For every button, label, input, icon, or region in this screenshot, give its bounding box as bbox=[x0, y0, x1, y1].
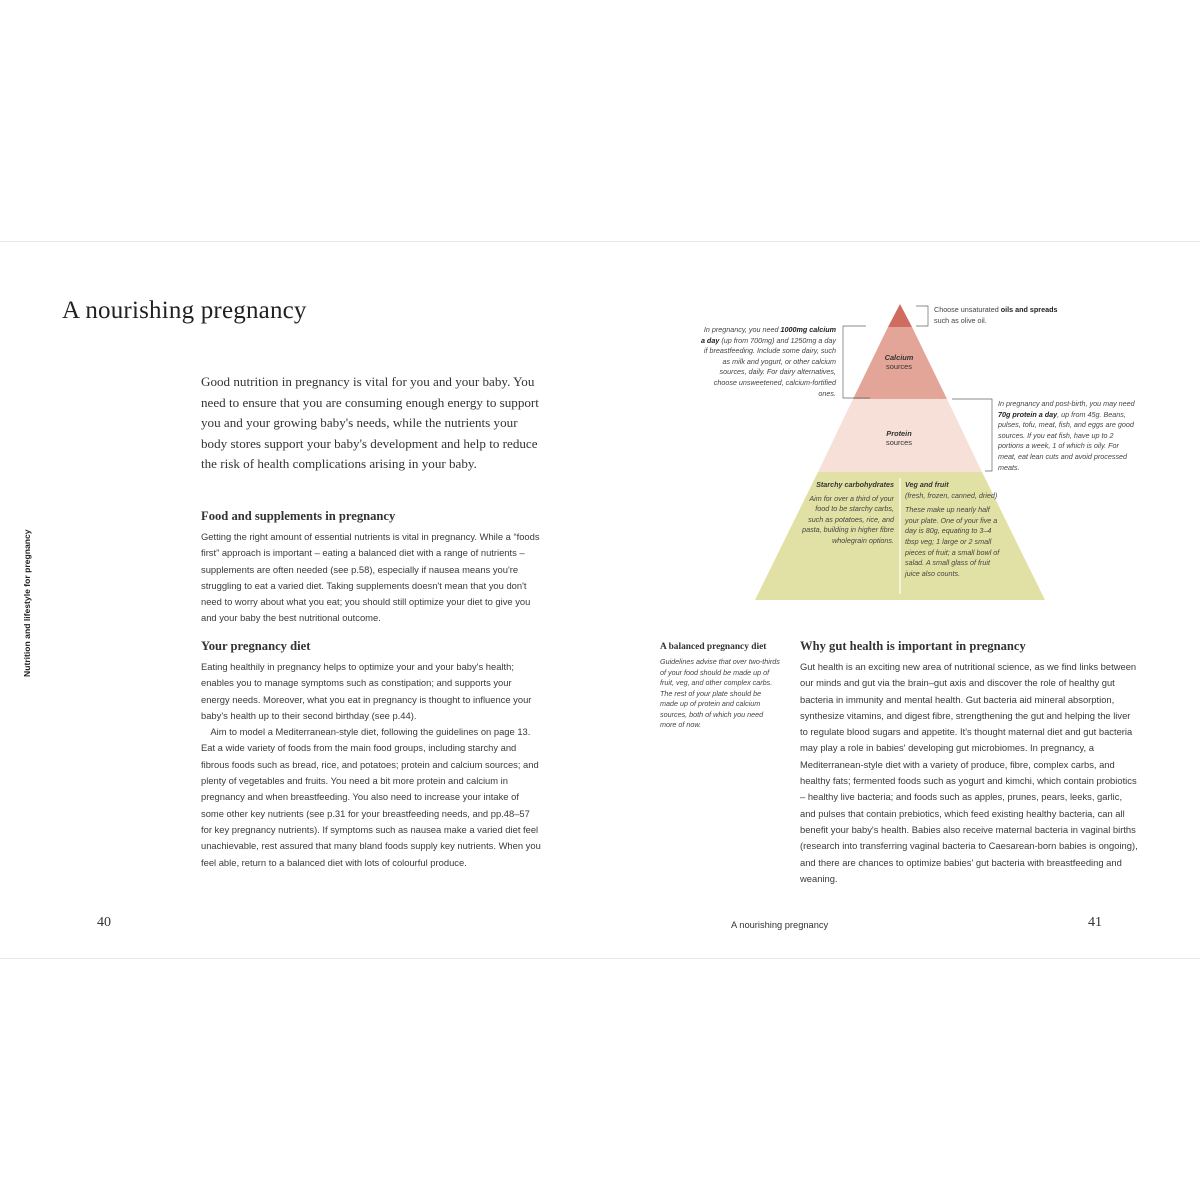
calcium-note-post: (up from 700mg) and 1250mg a day if breastfeeding. Include some dairy, such as milk and yogurt, or other calcium sources, daily. For dairy alternatives, choose unsweetened, calcium-fortified ones. bbox=[703, 335, 836, 398]
protein-note-post: , up from 45g. Beans, pulses, tofu, meat, fish, and eggs are good sources. If you eat fish, have up to 2 portions a week, 1 of which is oily. For meat, eat lean cuts and avoid processed meats. bbox=[998, 409, 1134, 472]
page-number-left: 40 bbox=[97, 915, 111, 930]
intro-paragraph: Good nutrition in pregnancy is vital for you and your baby. You need to ensure that you are consuming enough energy to support you and your growing baby's needs, while the nutrients your body stores support your baby's development and help to reduce the risk of health complications arising in your baby. bbox=[201, 374, 539, 472]
veg-fruit-title: Veg and fruit bbox=[905, 480, 949, 489]
oils-note-pre: Choose unsaturated bbox=[934, 305, 1001, 314]
leader-oils bbox=[916, 306, 928, 326]
starchy-carbs-desc: Aim for over a third of your food to be starchy carbs, such as potatoes, rice, and pasta, building in higher fibre wholegrain options. bbox=[802, 493, 894, 545]
protein-tier-sub: sources bbox=[886, 438, 912, 447]
page-number-right: 41 bbox=[1088, 915, 1102, 930]
veg-fruit-sub: (fresh, frozen, canned, dried) bbox=[905, 490, 998, 500]
starchy-carbs-label bbox=[800, 480, 894, 547]
protein-tier-label bbox=[869, 429, 929, 447]
calcium-tier-label bbox=[869, 353, 929, 371]
pregnancy-diet-para-2: Aim to model a Mediterranean-style diet, following the guidelines on page 13. Eat a wide variety of foods from the main food groups, including starchy and fibrous foods such as bread, rice, and potatoes; protein and calcium sources; and plenty of vegetables and fruits. You need a bit more protein and calcium in pregnancy and when breastfeeding. You also need to increase your intake of some other key nutrients (see p.31 for your breastfeeding needs, and pp.48–57 for key pregnancy nutrients). If symptoms such as nausea make a varied diet feel unachievable, rest assured that many bland foods supply key nutrients. When you feel able, return to a balanced diet with lots of colourful produce. bbox=[201, 726, 541, 868]
gut-health-heading: Why gut health is important in pregnancy bbox=[800, 639, 1026, 653]
gut-health-body bbox=[800, 659, 1140, 887]
oils-note bbox=[934, 305, 1074, 326]
starchy-carbs-title: Starchy carbohydrates bbox=[816, 480, 894, 489]
protein-note bbox=[998, 399, 1138, 473]
oils-note-bold: oils and spreads bbox=[1000, 305, 1058, 314]
page-title: A nourishing pregnancy bbox=[62, 297, 307, 324]
food-supplements-heading: Food and supplements in pregnancy bbox=[201, 509, 396, 523]
pregnancy-diet-para-1: Eating healthily in pregnancy helps to optimize your and your baby's health; enables you to manage symptoms such as constipation; and supports your energy needs. Moreover, what you eat in pregnancy is thought to influence your baby's health up to their second birthday (see p.44). bbox=[201, 661, 532, 721]
food-supplements-text: Getting the right amount of essential nutrients is vital in pregnancy. While a “foods first” approach is important – eating a balanced diet with a range of nutrients – supplements are often needed (see p.58), especially if nausea means you're struggling to eat a varied diet. Taking supplements doesn't mean that you don't need to worry about what you eat; you should still optimize your diet to give you and your baby the best nutritional outcome. bbox=[201, 531, 540, 624]
sidebar-body: Guidelines advise that over two-thirds of your food should be made up of fruit, veg, and other complex carbs. The rest of your plate should be made up of protein and calcium sources, both of which you need more of now. bbox=[660, 657, 780, 729]
calcium-tier-sub: sources bbox=[886, 362, 912, 371]
pregnancy-diet-heading: Your pregnancy diet bbox=[201, 639, 311, 653]
protein-tier-title: Protein bbox=[886, 429, 912, 438]
veg-fruit-label bbox=[905, 480, 1005, 579]
calcium-note-bold: 1000mg calcium a day bbox=[700, 325, 836, 345]
gut-health-text: Gut health is an exciting new area of nutritional science, as we find links between our minds and gut via the brain–gut axis and discover the role of healthy gut bacteria in immunity and mental health. Gut bacteria aid mineral absorption, synthesize vitamins, and digest fibre, strengthening the gut and helping the liver to regulate blood sugars and appetite. It's thought maternal diet and gut bacteria may play a role in babies' developing gut microbiomes. In pregnancy, a Mediterranean-style diet with a variety of produce, fibre, complex carbs, and healthy fats; fermented foods such as yogurt and kimchi, which contain probiotics – healthy live bacteria; and foods such as apples, prunes, pears, leeks, garlic, and pulses that contain prebiotics, which feed existing healthy bacteria, can all benefit your baby's health. Babies also receive maternal bacteria in vaginal births (research into transferring vaginal bacteria to Caesarean-born babies is ongoing), and there are chances to optimize babies' gut bacteria with breastfeeding and weaning. bbox=[800, 661, 1138, 884]
protein-note-pre: In pregnancy and post-birth, you may need bbox=[998, 399, 1135, 408]
sidebar-heading: A balanced pregnancy diet bbox=[660, 642, 767, 652]
calcium-note bbox=[700, 325, 836, 399]
spine-label: Nutrition and lifestyle for pregnancy bbox=[22, 529, 32, 677]
calcium-tier-title: Calcium bbox=[884, 353, 914, 362]
pyramid-tier-oils bbox=[888, 304, 912, 327]
oils-note-post: such as olive oil. bbox=[934, 315, 987, 325]
calcium-note-pre: In pregnancy, you need bbox=[703, 325, 781, 334]
running-head: A nourishing pregnancy bbox=[731, 920, 829, 930]
protein-note-bold: 70g protein a day bbox=[998, 409, 1058, 419]
veg-fruit-desc: These make up nearly half your plate. One of your five a day is 80g, equating to 3–4 tbsp veg; 1 large or 2 small pieces of fruit; a small bowl of salad. A small glass of fruit juice also counts. bbox=[905, 505, 1000, 578]
